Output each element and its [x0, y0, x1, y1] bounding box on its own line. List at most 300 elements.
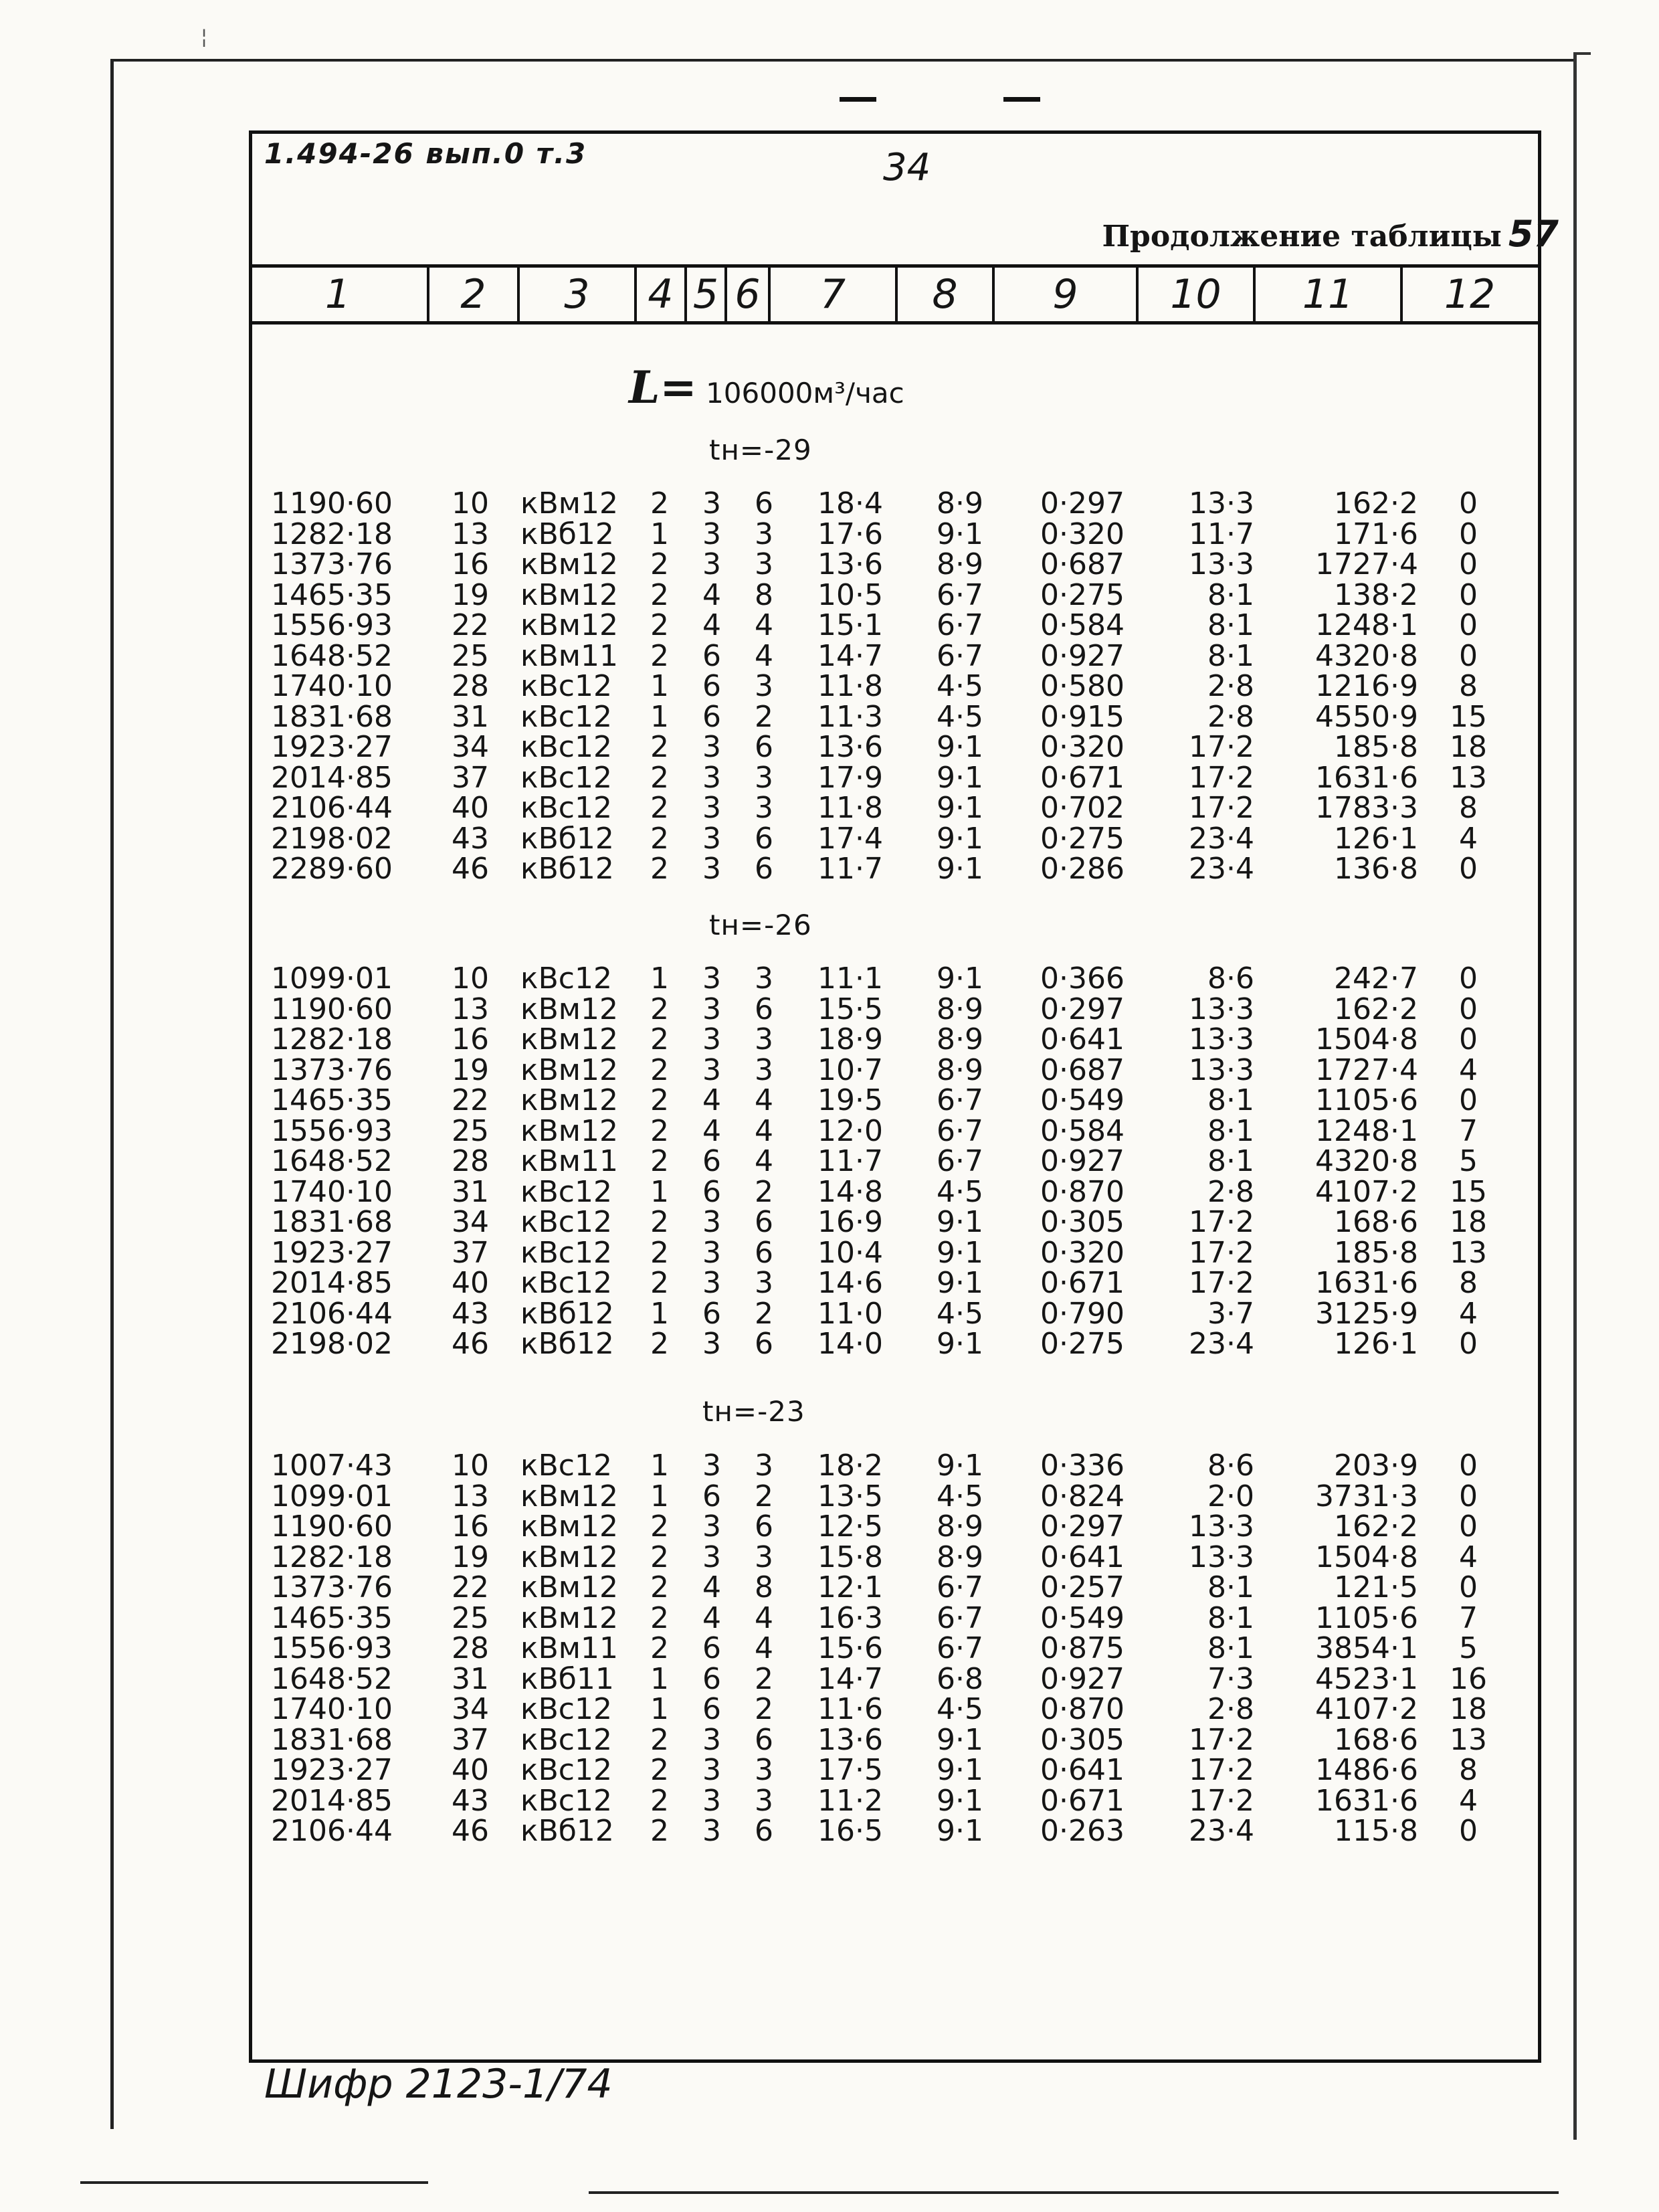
table-cell-col-8: 4·5	[937, 699, 983, 734]
table-cell-col-10: 17·2	[1189, 791, 1254, 825]
table-row	[0, 1451, 1659, 1481]
table-row	[0, 1481, 1659, 1512]
table-cell-col-10: 3·7	[1207, 1296, 1254, 1331]
table-cell-col-5: 3	[702, 961, 721, 996]
table-cell-col-3: кВб11	[520, 1661, 614, 1696]
table-cell-col-7: 17·5	[817, 1753, 883, 1787]
table-cell-col-11: 203·9	[1334, 1449, 1418, 1483]
table-cell-col-11: 3731·3	[1315, 1479, 1418, 1513]
table-cell-col-9: 0·927	[1040, 1144, 1125, 1178]
table-cell-col-9: 0·297	[1040, 1509, 1125, 1544]
table-cell-col-2: 16	[452, 1022, 489, 1056]
table-cell-col-6: 6	[755, 1722, 773, 1757]
table-row	[0, 1542, 1659, 1573]
table-cell-col-6: 3	[755, 760, 773, 795]
table-row	[0, 1783, 1659, 1818]
table-cell-col-12: 4	[1459, 1540, 1478, 1574]
table-cell-col-4: 2	[650, 1327, 669, 1361]
table-cell-col-2: 31	[452, 699, 489, 734]
table-cell-col-10: 17·2	[1189, 760, 1254, 795]
table-cell-col-1: 1465·35	[271, 1600, 393, 1635]
table-cell-col-10: 23·4	[1189, 852, 1254, 886]
table-cell-col-6: 6	[755, 821, 773, 856]
table-cell-col-7: 19·5	[817, 1083, 883, 1117]
table-cell-col-7: 17·4	[817, 821, 883, 856]
table-row	[0, 1113, 1659, 1148]
table-cell-col-8: 9·1	[937, 1722, 983, 1757]
table-cell-col-5: 6	[702, 1479, 721, 1513]
table-cell-col-3: кВб12	[520, 1296, 614, 1331]
table-cell-col-2: 37	[452, 1722, 489, 1757]
table-cell-col-10: 17·2	[1189, 730, 1254, 764]
table-cell-col-12: 0	[1459, 961, 1478, 996]
table-row	[0, 1207, 1659, 1238]
table-cell-col-8: 6·7	[937, 638, 983, 673]
table-cell-col-1: 1648·52	[271, 1144, 393, 1178]
table-cell-col-4: 2	[650, 1205, 669, 1239]
table-cell-col-1: 2198·02	[271, 1327, 393, 1361]
table-cell-col-7: 11·1	[817, 961, 883, 996]
section-title: tн=-29	[709, 434, 812, 466]
table-cell-col-5: 3	[702, 730, 721, 764]
table-cell-col-5: 6	[702, 1144, 721, 1178]
table-cell-col-8: 4·5	[937, 669, 983, 703]
table-cell-col-3: кВм11	[520, 1144, 618, 1178]
table-cell-col-5: 3	[702, 791, 721, 825]
table-cell-col-9: 0·875	[1040, 1631, 1125, 1665]
table-cell-col-2: 37	[452, 760, 489, 795]
table-cell-col-10: 23·4	[1189, 1327, 1254, 1361]
table-cell-col-6: 3	[755, 669, 773, 703]
table-cell-col-6: 3	[755, 961, 773, 996]
table-cell-col-2: 10	[452, 1449, 489, 1483]
table-cell-col-9: 0·549	[1040, 1600, 1125, 1635]
table-cell-col-4: 2	[650, 1783, 669, 1818]
table-cell-col-11: 121·5	[1334, 1570, 1418, 1604]
table-cell-col-3: кВм12	[520, 992, 618, 1026]
table-row	[0, 638, 1659, 673]
table-cell-col-7: 10·5	[817, 577, 883, 612]
table-cell-col-11: 1105·6	[1315, 1083, 1418, 1117]
table-cell-col-2: 43	[452, 1296, 489, 1331]
table-cell-col-11: 1727·4	[1315, 547, 1418, 581]
table-cell-col-8: 9·1	[937, 961, 983, 996]
table-cell-col-3: кВс12	[520, 1783, 612, 1818]
table-cell-col-8: 8·9	[937, 1022, 983, 1056]
table-cell-col-10: 13·3	[1189, 1540, 1254, 1574]
table-cell-col-8: 9·1	[937, 821, 983, 856]
table-cell-col-6: 3	[755, 1540, 773, 1574]
table-cell-col-6: 6	[755, 486, 773, 521]
table-cell-col-6: 8	[755, 1570, 773, 1604]
table-row	[0, 1755, 1659, 1786]
table-cell-col-6: 4	[755, 1631, 773, 1665]
table-cell-col-3: кВс12	[520, 1174, 612, 1209]
table-cell-col-3: кВм11	[520, 638, 618, 673]
cipher-code: Шифр 2123-1/74	[264, 2061, 613, 2108]
table-cell-col-11: 1248·1	[1315, 608, 1418, 642]
table-row	[0, 699, 1659, 734]
table-cell-col-2: 13	[452, 1479, 489, 1513]
table-cell-col-5: 6	[702, 1174, 721, 1209]
table-cell-col-9: 0·915	[1040, 699, 1125, 734]
table-cell-col-5: 6	[702, 669, 721, 703]
table-cell-col-9: 0·927	[1040, 638, 1125, 673]
table-cell-col-7: 12·0	[817, 1113, 883, 1148]
table-cell-col-9: 0·549	[1040, 1083, 1125, 1117]
table-cell-col-12: 18	[1450, 730, 1487, 764]
flow-value: 106000м³/час	[706, 377, 904, 409]
table-cell-col-4: 2	[650, 577, 669, 612]
table-cell-col-4: 2	[650, 821, 669, 856]
table-cell-col-9: 0·286	[1040, 852, 1125, 886]
table-cell-col-2: 34	[452, 730, 489, 764]
table-cell-col-8: 6·7	[937, 577, 983, 612]
table-cell-col-11: 168·6	[1334, 1205, 1418, 1239]
table-cell-col-4: 2	[650, 760, 669, 795]
table-cell-col-1: 2014·85	[271, 1266, 393, 1300]
table-cell-col-10: 13·3	[1189, 1052, 1254, 1087]
table-cell-col-7: 13·6	[817, 547, 883, 581]
table-cell-col-11: 4107·2	[1315, 1174, 1418, 1209]
table-cell-col-8: 9·1	[937, 1783, 983, 1818]
table-cell-col-2: 25	[452, 1113, 489, 1148]
table-row	[0, 760, 1659, 795]
table-cell-col-3: кВм12	[520, 1113, 618, 1148]
table-cell-col-9: 0·320	[1040, 1235, 1125, 1270]
table-cell-col-9: 0·297	[1040, 992, 1125, 1026]
table-cell-col-11: 1727·4	[1315, 1052, 1418, 1087]
table-cell-col-6: 4	[755, 608, 773, 642]
table-cell-col-12: 8	[1459, 1266, 1478, 1300]
table-cell-col-9: 0·297	[1040, 486, 1125, 521]
table-row	[0, 1174, 1659, 1209]
table-cell-col-10: 8·1	[1207, 608, 1254, 642]
table-cell-col-3: кВс12	[520, 1722, 612, 1757]
table-cell-col-1: 1831·68	[271, 1205, 393, 1239]
table-row	[0, 793, 1659, 824]
table-cell-col-11: 4550·9	[1315, 699, 1418, 734]
table-cell-col-4: 2	[650, 1600, 669, 1635]
table-cell-col-3: кВм12	[520, 1509, 618, 1544]
table-cell-col-6: 6	[755, 852, 773, 886]
table-cell-col-5: 3	[702, 1509, 721, 1544]
table-cell-col-2: 28	[452, 669, 489, 703]
table-cell-col-3: кВс12	[520, 1266, 612, 1300]
table-cell-col-2: 46	[452, 852, 489, 886]
table-cell-col-2: 40	[452, 791, 489, 825]
table-cell-col-1: 1556·93	[271, 608, 393, 642]
table-cell-col-3: кВс12	[520, 669, 612, 703]
table-cell-col-10: 17·2	[1189, 1722, 1254, 1757]
table-cell-col-9: 0·275	[1040, 1327, 1125, 1361]
table-cell-col-6: 2	[755, 1296, 773, 1331]
table-cell-col-4: 1	[650, 961, 669, 996]
table-cell-col-2: 10	[452, 961, 489, 996]
table-cell-col-7: 12·5	[817, 1509, 883, 1544]
table-cell-col-3: кВб12	[520, 852, 614, 886]
table-cell-col-11: 1631·6	[1315, 760, 1418, 795]
table-cell-col-7: 12·1	[817, 1570, 883, 1604]
table-cell-col-1: 1190·60	[271, 992, 393, 1026]
table-cell-col-7: 16·9	[817, 1205, 883, 1239]
top-dash-left	[840, 97, 876, 102]
table-cell-col-4: 2	[650, 1083, 669, 1117]
table-cell-col-1: 1282·18	[271, 517, 393, 551]
table-row	[0, 1722, 1659, 1757]
table-cell-col-12: 0	[1459, 608, 1478, 642]
table-cell-col-12: 0	[1459, 1022, 1478, 1056]
table-cell-col-11: 4107·2	[1315, 1692, 1418, 1726]
table-cell-col-11: 138·2	[1334, 577, 1418, 612]
table-cell-col-12: 0	[1459, 992, 1478, 1026]
table-row	[0, 854, 1659, 885]
table-cell-col-2: 31	[452, 1174, 489, 1209]
table-cell-col-5: 3	[702, 1814, 721, 1848]
table-cell-col-3: кВб12	[520, 821, 614, 856]
table-cell-col-12: 0	[1459, 486, 1478, 521]
table-cell-col-1: 1099·01	[271, 1479, 393, 1513]
table-cell-col-1: 1465·35	[271, 1083, 393, 1117]
table-cell-col-6: 3	[755, 1449, 773, 1483]
table-cell-col-7: 17·9	[817, 760, 883, 795]
table-cell-col-6: 3	[755, 1266, 773, 1300]
table-cell-col-1: 1923·27	[271, 1753, 393, 1787]
table-cell-col-2: 10	[452, 486, 489, 521]
table-cell-col-7: 11·3	[817, 699, 883, 734]
table-cell-col-6: 3	[755, 1783, 773, 1818]
table-cell-col-7: 16·3	[817, 1600, 883, 1635]
table-cell-col-2: 13	[452, 992, 489, 1026]
table-cell-col-8: 6·7	[937, 1600, 983, 1635]
table-cell-col-8: 8·9	[937, 992, 983, 1026]
table-cell-col-1: 2106·44	[271, 1814, 393, 1848]
table-cell-col-4: 2	[650, 1631, 669, 1665]
table-cell-col-9: 0·687	[1040, 547, 1125, 581]
table-cell-col-9: 0·870	[1040, 1692, 1125, 1726]
table-cell-col-2: 25	[452, 1600, 489, 1635]
page-edge-tick	[1573, 52, 1591, 55]
table-cell-col-10: 13·3	[1189, 992, 1254, 1026]
page-number: 34	[883, 146, 931, 189]
table-cell-col-3: кВс12	[520, 699, 612, 734]
table-cell-col-2: 34	[452, 1692, 489, 1726]
table-cell-col-11: 1216·9	[1315, 669, 1418, 703]
table-cell-col-12: 0	[1459, 1570, 1478, 1604]
table-cell-col-12: 0	[1459, 1449, 1478, 1483]
table-cell-col-3: кВб12	[520, 1327, 614, 1361]
table-cell-col-12: 13	[1450, 1722, 1487, 1757]
table-row	[0, 1633, 1659, 1664]
table-cell-col-11: 185·8	[1334, 730, 1418, 764]
table-cell-col-5: 3	[702, 1205, 721, 1239]
table-cell-col-3: кВм12	[520, 486, 618, 521]
table-cell-col-7: 13·6	[817, 730, 883, 764]
table-cell-col-7: 18·2	[817, 1449, 883, 1483]
table-row	[0, 1052, 1659, 1087]
table-cell-col-8: 6·7	[937, 1113, 983, 1148]
column-header: 12	[1444, 271, 1496, 318]
table-cell-col-1: 1648·52	[271, 1661, 393, 1696]
table-cell-col-8: 8·9	[937, 547, 983, 581]
column-header: 9	[995, 268, 1139, 321]
table-cell-col-8: 4·5	[937, 1479, 983, 1513]
table-cell-col-4: 2	[650, 638, 669, 673]
table-cell-col-11: 1783·3	[1315, 791, 1418, 825]
table-row	[0, 1085, 1659, 1116]
section-title: tн=-23	[702, 1395, 805, 1428]
table-cell-col-4: 2	[650, 791, 669, 825]
table-cell-col-7: 11·7	[817, 1144, 883, 1178]
table-cell-col-5: 4	[702, 1083, 721, 1117]
table-cell-col-7: 14·7	[817, 1661, 883, 1696]
table-cell-col-12: 8	[1459, 791, 1478, 825]
table-cell-col-3: кВм12	[520, 1540, 618, 1574]
table-row	[0, 488, 1659, 519]
table-cell-col-11: 1631·6	[1315, 1266, 1418, 1300]
table-cell-col-3: кВс12	[520, 1753, 612, 1787]
table-cell-col-7: 18·9	[817, 1022, 883, 1056]
table-row	[0, 1816, 1659, 1847]
table-cell-col-1: 1740·10	[271, 1692, 393, 1726]
table-cell-col-6: 6	[755, 992, 773, 1026]
table-cell-col-4: 2	[650, 608, 669, 642]
table-cell-col-6: 4	[755, 638, 773, 673]
table-number: 57	[1508, 213, 1559, 255]
table-cell-col-10: 17·2	[1189, 1235, 1254, 1270]
table-cell-col-10: 17·2	[1189, 1266, 1254, 1300]
table-cell-col-1: 1648·52	[271, 638, 393, 673]
table-cell-col-8: 9·1	[937, 1266, 983, 1300]
table-cell-col-5: 3	[702, 1327, 721, 1361]
table-cell-col-7: 11·0	[817, 1296, 883, 1331]
table-cell-col-11: 115·8	[1334, 1814, 1418, 1848]
table-cell-col-4: 1	[650, 669, 669, 703]
table-cell-col-6: 3	[755, 1022, 773, 1056]
table-cell-col-5: 3	[702, 1266, 721, 1300]
table-cell-col-2: 37	[452, 1235, 489, 1270]
table-cell-col-10: 8·1	[1207, 1600, 1254, 1635]
table-cell-col-8: 4·5	[937, 1174, 983, 1209]
table-cell-col-8: 9·1	[937, 517, 983, 551]
table-cell-col-11: 185·8	[1334, 1235, 1418, 1270]
table-cell-col-11: 126·1	[1334, 821, 1418, 856]
table-cell-col-7: 13·6	[817, 1722, 883, 1757]
table-cell-col-8: 9·1	[937, 760, 983, 795]
table-cell-col-1: 1556·93	[271, 1631, 393, 1665]
table-cell-col-1: 1923·27	[271, 1235, 393, 1270]
table-cell-col-12: 18	[1450, 1692, 1487, 1726]
table-cell-col-4: 2	[650, 852, 669, 886]
table-cell-col-9: 0·641	[1040, 1540, 1125, 1574]
table-cell-col-5: 3	[702, 1783, 721, 1818]
table-cell-col-6: 4	[755, 1083, 773, 1117]
table-cell-col-9: 0·584	[1040, 608, 1125, 642]
table-cell-col-12: 0	[1459, 1814, 1478, 1848]
table-cell-col-11: 1486·6	[1315, 1753, 1418, 1787]
table-cell-col-8: 9·1	[937, 791, 983, 825]
table-cell-col-2: 19	[452, 577, 489, 612]
table-cell-col-5: 3	[702, 1052, 721, 1087]
table-cell-col-8: 9·1	[937, 1814, 983, 1848]
table-row	[0, 1024, 1659, 1055]
table-cell-col-1: 1373·76	[271, 1052, 393, 1087]
table-cell-col-10: 7·3	[1207, 1661, 1254, 1696]
table-cell-col-8: 8·9	[937, 1540, 983, 1574]
table-cell-col-9: 0·824	[1040, 1479, 1125, 1513]
table-cell-col-12: 5	[1459, 1144, 1478, 1178]
table-cell-col-2: 43	[452, 821, 489, 856]
table-cell-col-3: кВс12	[520, 1692, 612, 1726]
table-row	[0, 1268, 1659, 1299]
table-cell-col-11: 4523·1	[1315, 1661, 1418, 1696]
scan-mark: ¦	[201, 25, 208, 49]
table-row	[0, 1329, 1659, 1360]
table-cell-col-12: 7	[1459, 1600, 1478, 1635]
table-cell-col-5: 6	[702, 638, 721, 673]
table-cell-col-2: 16	[452, 1509, 489, 1544]
table-cell-col-12: 4	[1459, 1296, 1478, 1331]
bottom-edge-right	[589, 2191, 1559, 2194]
table-row	[0, 519, 1659, 550]
table-cell-col-8: 8·9	[937, 1509, 983, 1544]
flow-rate-heading	[629, 361, 904, 413]
column-header: 5	[687, 268, 727, 321]
column-header: 1	[249, 268, 429, 321]
table-cell-col-7: 11·7	[817, 852, 883, 886]
table-cell-col-1: 1099·01	[271, 961, 393, 996]
table-cell-col-10: 13·3	[1189, 1509, 1254, 1544]
table-cell-col-1: 1190·60	[271, 486, 393, 521]
table-cell-col-1: 1007·43	[271, 1449, 393, 1483]
table-cell-col-3: кВм12	[520, 1052, 618, 1087]
table-cell-col-3: кВм12	[520, 608, 618, 642]
table-row	[0, 1572, 1659, 1603]
table-cell-col-7: 14·0	[817, 1327, 883, 1361]
table-cell-col-6: 3	[755, 547, 773, 581]
table-cell-col-1: 1282·18	[271, 1022, 393, 1056]
table-cell-col-8: 9·1	[937, 730, 983, 764]
table-cell-col-11: 1631·6	[1315, 1783, 1418, 1818]
table-cell-col-1: 1740·10	[271, 1174, 393, 1209]
column-header: 7	[771, 268, 898, 321]
table-cell-col-8: 6·8	[937, 1661, 983, 1696]
table-cell-col-8: 6·7	[937, 1570, 983, 1604]
table-cell-col-6: 3	[755, 1753, 773, 1787]
section-title: tн=-26	[709, 909, 812, 941]
table-cell-col-6: 2	[755, 1661, 773, 1696]
table-cell-col-10: 8·1	[1207, 1083, 1254, 1117]
table-row	[0, 1661, 1659, 1696]
table-cell-col-11: 3854·1	[1315, 1631, 1418, 1665]
table-cell-col-12: 4	[1459, 821, 1478, 856]
table-cell-col-11: 136·8	[1334, 852, 1418, 886]
table-cell-col-10: 8·1	[1207, 1144, 1254, 1178]
table-cell-col-6: 4	[755, 1113, 773, 1148]
table-cell-col-10: 2·8	[1207, 1174, 1254, 1209]
table-cell-col-12: 7	[1459, 1113, 1478, 1148]
table-cell-col-8: 9·1	[937, 1327, 983, 1361]
table-cell-col-11: 126·1	[1334, 1327, 1418, 1361]
table-cell-col-12: 0	[1459, 1479, 1478, 1513]
table-cell-col-5: 3	[702, 1022, 721, 1056]
table-cell-col-2: 46	[452, 1814, 489, 1848]
table-cell-col-4: 2	[650, 1540, 669, 1574]
table-cell-col-5: 4	[702, 608, 721, 642]
table-cell-col-12: 0	[1459, 517, 1478, 551]
table-cell-col-5: 3	[702, 517, 721, 551]
table-cell-col-12: 0	[1459, 547, 1478, 581]
